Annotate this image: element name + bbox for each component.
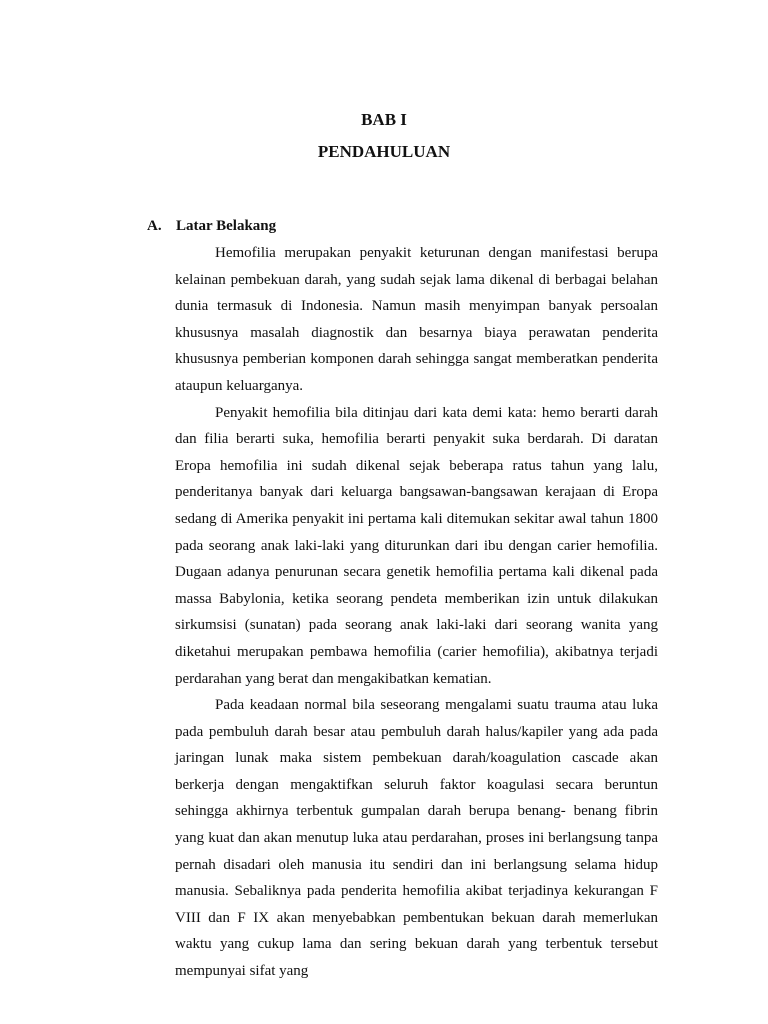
chapter-subtitle: PENDAHULUAN bbox=[317, 142, 451, 161]
paragraph: Hemofilia merupakan penyakit keturunan dengan manifestasi berupa kelainan pembekuan darah, yang sudah sejak lama dikenal di berbagai belahan dunia termasuk di Indonesia. Namun masih menyimpan banyak persoalan khususnya masalah diagnostik dan besarnya biaya perawatan penderita khususnya pemberian komponen darah sehingga sangat memberatkan penderita ataupun keluarganya. bbox=[175, 245, 658, 394]
body-text bbox=[175, 240, 658, 985]
section-title: Latar Belakang bbox=[176, 218, 277, 234]
chapter-title: BAB I bbox=[361, 110, 407, 129]
section-letter: A. bbox=[147, 218, 162, 234]
paragraph: Pada keadaan normal bila seseorang mengalami suatu trauma atau luka pada pembuluh darah besar atau pembuluh darah halus/kapiler yang ada pada jaringan lunak maka sistem pembekuan darah/koagulation cascade akan berkerja dengan mengaktifkan seluruh faktor koagulasi secara beruntun sehingga akhirnya terbentuk gumpalan darah berupa benang- benang fibrin yang kuat dan akan menutup luka atau perdarahan, proses ini berlangsung tanpa pernah disadari oleh manusia itu sendiri dan ini berlangsung selama hidup manusia. Sebaliknya pada penderita hemofilia akibat terjadinya kekurangan F VIII dan F IX akan menyebabkan pembentukan bekuan darah memerlukan waktu yang cukup lama dan sering bekuan darah yang terbentuk tersebut mempunyai sifat yang bbox=[175, 697, 658, 980]
paragraph: Penyakit hemofilia bila ditinjau dari kata demi kata: hemo berarti darah dan filia berarti suka, hemofilia berarti penyakit suka berdarah. Di daratan Eropa hemofilia ini sudah dikenal sejak beberapa ratus tahun yang lalu, penderitanya banyak dari keluarga bangsawan-bangsawan kerajaan di Eropa sedang di Amerika penyakit ini pertama kali ditemukan sekitar awal tahun 1800 pada seorang anak laki-laki yang diturunkan dari ibu dengan carier hemofilia. Dugaan adanya penurunan secara genetik hemofilia pertama kali dikenal pada massa Babylonia, ketika seorang pendeta memberikan izin untuk dilakukan sirkumsisi (sunatan) pada seorang anak laki-laki dari seorang wanita yang diketahui merupakan pembawa hemofilia (carier hemofilia), akibatnya terjadi perdarahan yang berat dan mengakibatkan kematian. bbox=[175, 404, 658, 687]
section-heading bbox=[147, 218, 276, 235]
